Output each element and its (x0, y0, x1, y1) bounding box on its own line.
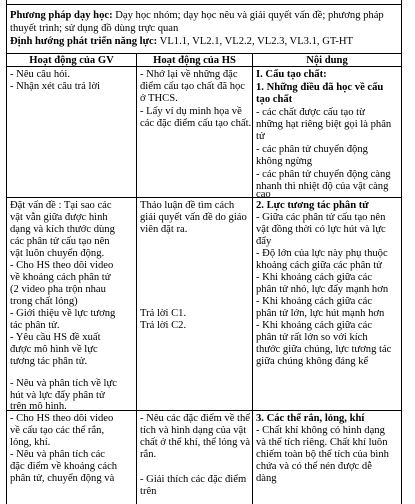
row2-teacher-line: trong chất lỏng) (10, 296, 78, 307)
row1-content-line: - các phân tử chuyển động càng (256, 169, 391, 180)
row2-content-line: phân tử lớn, lực hút mạnh hơn (256, 308, 385, 319)
row2-content-line: đẩy (256, 236, 272, 247)
row3-teacher-line: - Cho HS theo dõi video (10, 413, 114, 424)
row-divider-top (6, 53, 402, 54)
row2-content-line: - Khi khoảng cách giữa các (256, 320, 373, 331)
row3-student-line: trên (140, 486, 157, 497)
row3-teacher-line: đặc điểm về khoảng cách (10, 461, 118, 472)
row2-teacher-line: Đặt vấn đề : Tại sao các (10, 200, 112, 211)
row2-teacher-line: về khoảng cách phân tử (10, 272, 111, 283)
table-border-right (401, 0, 402, 504)
teaching-methods-label: Phương pháp dạy học: (10, 10, 113, 21)
row1-content-subtitle: 1. Những điều đã học về cấu (256, 82, 384, 93)
row2-content-line: vật đồng thời có lực hút và lực (256, 224, 386, 235)
row2-teacher-line: trên mô hình. (10, 401, 67, 412)
row2-content-line: giữa chúng không đáng kể (256, 356, 369, 367)
row2-teacher-line: vật vẫn giữa được hình (10, 212, 108, 223)
row1-student-line: - Lấy ví dụ minh họa về (140, 106, 242, 117)
row1-student-line: - Nhớ lại về những đặc (140, 69, 238, 80)
row2-teacher-line: dạng và kích thước dùng (10, 224, 115, 235)
row2-student-line: Thảo luận đề tìm cách (140, 200, 235, 211)
table-border-top (6, 4, 402, 5)
column-divider-1 (136, 53, 137, 504)
teaching-methods-value: Dạy học nhóm; dạy học nêu và giải quyết vấn đề; phương pháp (112, 10, 384, 21)
row1-content-line: - các phân tử chuyển động (256, 144, 368, 155)
row1-content-line: những hạt riêng biệt gọi là phân (256, 119, 392, 130)
row2-teacher-line: hút và lực đẩy phân tử (10, 390, 105, 401)
row2-content-line: - Khi khoảng cách giữa các (256, 272, 373, 283)
row3-student-line: - Giải thích các đặc điểm (140, 474, 247, 485)
row1-content-line: không ngừng (256, 156, 313, 167)
row2-student-answer: Trả lời C2. (140, 320, 187, 331)
row2-content-line: khoảng cách giữa các phân tử (256, 260, 382, 271)
row2-student-line: giải quyết vấn đề do giáo (140, 212, 247, 223)
column-divider-2 (252, 53, 253, 504)
header-content: Nội dung (306, 55, 348, 66)
row1-content-line: cao (256, 189, 271, 200)
row3-student-line: chất ở thể khí, thể lỏng và (140, 437, 251, 448)
row3-content-line: và thể tích riêng. Chất khí luôn (256, 437, 388, 448)
row2-teacher-line: - Cho HS theo dõi video (10, 260, 114, 271)
table-border-left (6, 0, 7, 504)
teaching-methods-line (10, 10, 384, 23)
row3-teacher-line: về cấu tạo các thể rắn, (10, 425, 105, 436)
row2-content-line: - Giữa các phân tử cấu tạo nên (256, 212, 386, 223)
row1-content-section-title: I. Cấu tạo chất: (256, 69, 327, 80)
row1-student-line: các đặc điểm cấu tạo chất. (140, 118, 252, 129)
row2-content-line: phân tử rất lớn so với kích (256, 332, 368, 343)
row3-content-title: 3. Các thể rắn, lỏng, khí (256, 413, 365, 424)
row1-student-line: ở THCS. (140, 93, 178, 104)
row3-teacher-line: lỏng, khí. (10, 437, 51, 448)
row-divider-1 (6, 197, 402, 198)
row2-content-title: 2. Lực tương tác phân tử (256, 200, 369, 211)
row2-student-line: viên đặt ra. (140, 224, 188, 235)
row3-teacher-line: phân tử, chuyển động và (10, 473, 115, 484)
header-student-activity: Hoạt động của HS (153, 55, 236, 66)
row3-student-line: rắn. (140, 449, 157, 460)
row3-content-line: chiếm toàn bộ thể tích của bình (256, 449, 389, 460)
row2-content-line: thước giữa chúng, lực tương tác (256, 344, 392, 355)
row3-content-line: dàng (256, 473, 277, 484)
skills-label: Định hướng phát triển năng lực: (10, 36, 158, 47)
row3-student-line: tích và hình dạng của vật (140, 425, 247, 436)
row1-content-line: tử (256, 131, 265, 142)
row3-teacher-line: - Nêu và phân tích các (10, 449, 106, 460)
row1-student-line: điểm cấu tạo chất đã học (140, 81, 246, 92)
row3-student-line: - Nêu các đặc điểm về thể (140, 413, 250, 424)
row2-teacher-line: - Giới thiệu về lực tương (10, 308, 116, 319)
row2-student-answer: Trả lời C1. (140, 308, 187, 319)
row2-content-line: - Độ lớn của lực này phụ thuộc (256, 248, 388, 259)
header-teacher-activity: Hoạt động của GV (29, 55, 114, 66)
row2-content-line: - Khi khoảng cách giữa các (256, 296, 373, 307)
teaching-methods-line-2: thuyết trình; sử dụng đồ dùng trực quan (10, 23, 179, 34)
row1-content-subtitle: tạo chất (256, 94, 293, 105)
row1-teacher-line: - Nhận xét câu trả lời (10, 81, 101, 92)
row2-teacher-line: tương tác phân tử. (10, 356, 88, 367)
row2-teacher-line: - Yêu cầu HS đề xuất (10, 332, 101, 343)
row1-content-line: - các chất được cấu tạo từ (256, 107, 365, 118)
row1-teacher-line: - Nêu câu hỏi. (10, 69, 71, 80)
row2-content-line: phân tử nhỏ, lực đẩy mạnh hơn (256, 284, 389, 295)
row2-teacher-line: các phân tử cấu tạo nên (10, 236, 110, 247)
row2-teacher-line: được mô hình về lực (10, 344, 98, 355)
row3-content-line: chứa và có thể nén được dễ (256, 461, 372, 472)
row2-teacher-line: vật luôn chuyển động. (10, 248, 105, 259)
row3-content-line: - Chất khí không có hình dạng (256, 425, 385, 436)
row2-teacher-line: (2 video pha trộn nhau (10, 284, 106, 295)
row1-content-line: nhanh thì nhiệt độ của vật càng (256, 181, 389, 192)
row2-teacher-line: - Nêu và phân tích về lực (10, 378, 117, 389)
skills-value: VL1.1, VL2.1, VL2.2, VL2.3, VL3.1, GT-HT (157, 36, 354, 47)
row2-teacher-line: tác phân tử. (10, 320, 60, 331)
skills-line (10, 36, 353, 49)
